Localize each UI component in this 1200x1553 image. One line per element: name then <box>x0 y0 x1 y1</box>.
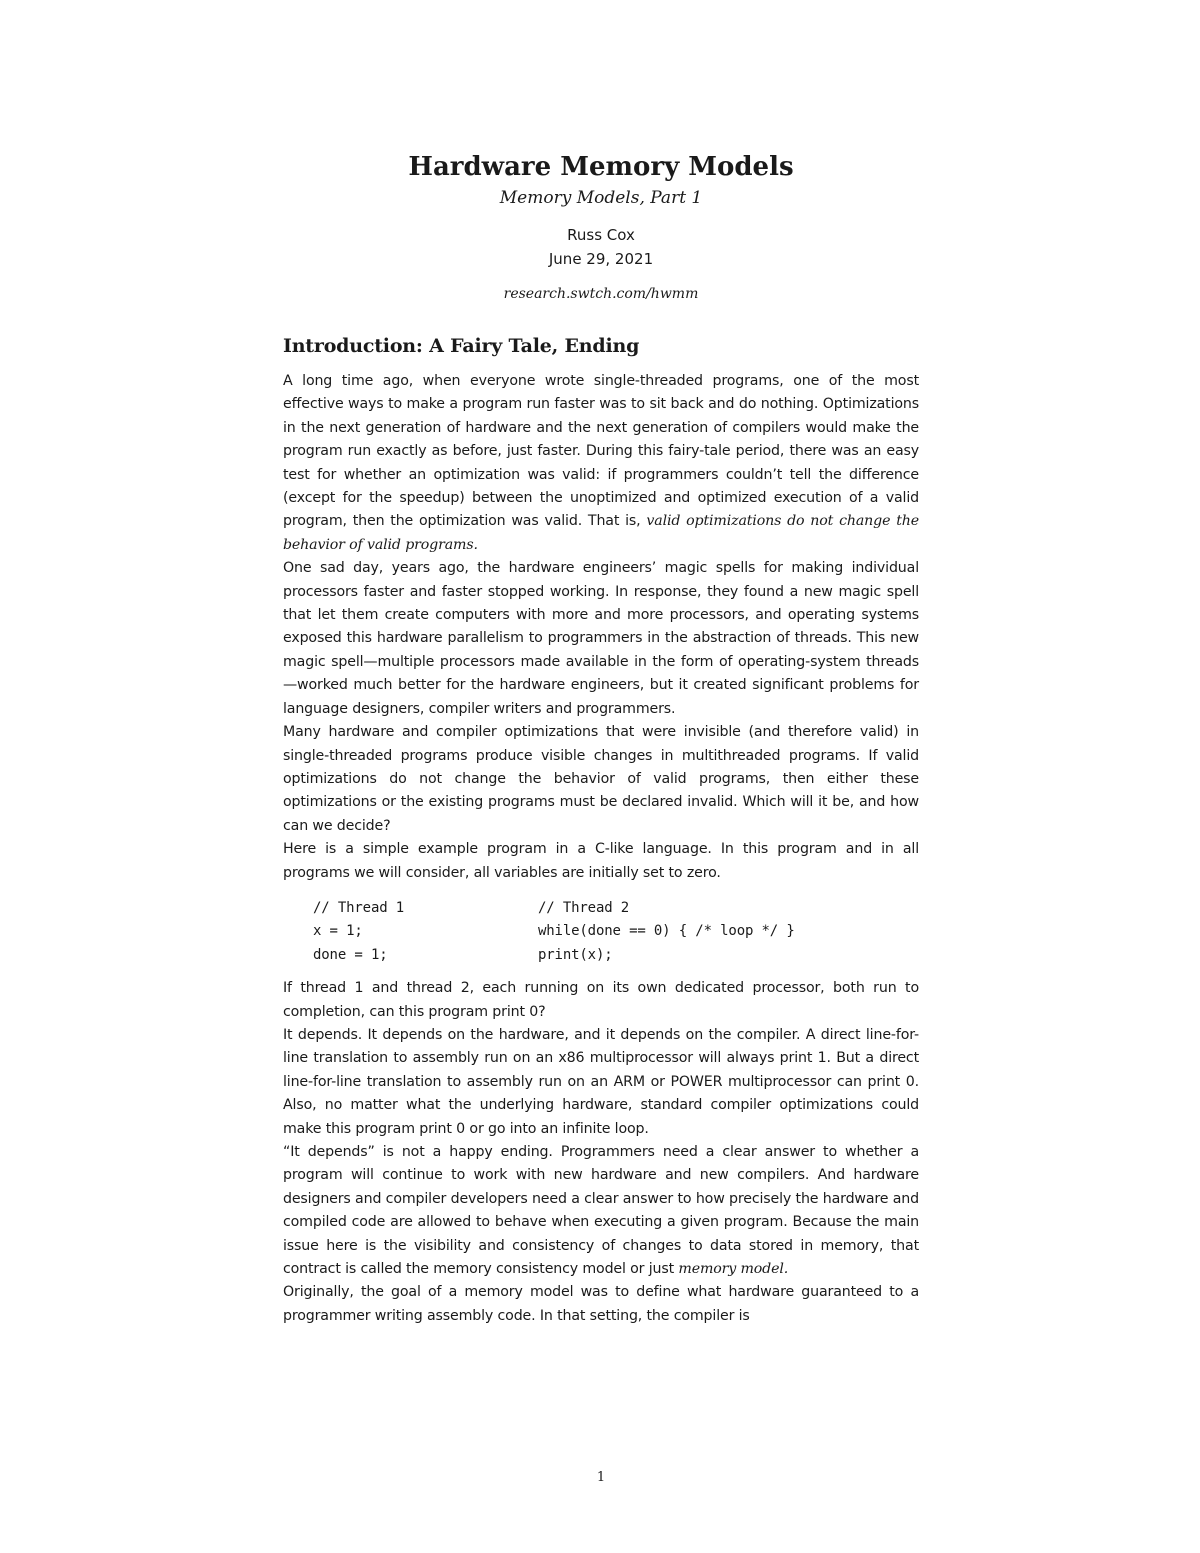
author-name: Russ Cox <box>567 226 635 244</box>
paragraph-8: Originally, the goal of a memory model was to define what hardware guaranteed to a programmer writing assembly code. In that setting, the compiler is <box>283 1284 919 1324</box>
paragraph-7 <box>283 1141 919 1281</box>
paragraph-1-text: A long time ago, when everyone wrote single-threaded programs, one of the most effective ways to make a program run faster was to sit back and do nothing. Optimizations in the next generation of hardware and the next generation of compilers would make the program run exactly as before, just faster. During this fairy-tale period, there was an easy test for whether an optimization was valid: if programmers couldn’t tell the difference (except for the speedup) between the unoptimized and optimized execution of a valid program, then the optimization was valid. That is, <box>283 373 919 530</box>
body-text <box>283 370 919 1328</box>
paragraph-7-text: “It depends” is not a happy ending. Programmers need a clear answer to whether a program will continue to work with new hardware and new compilers. And hardware designers and compiler developers need a clear answer to how precisely the hardware and compiled code are allowed to behave when executing a given program. Because the main issue here is the visibility and consistency of changes to data stored in memory, that contract is called the memory consistency model or just <box>283 1144 919 1278</box>
paragraph-4: Here is a simple example program in a C-like language. In this program and in all programs we will consider, all variables are initially set to zero. <box>283 841 919 881</box>
paragraph-1-emphasis: valid optimizations do not change the behavior of valid programs. <box>283 513 920 553</box>
paragraph-2: One sad day, years ago, the hardware engineers’ magic spells for making individual processors faster and faster stopped working. In response, they found a new magic spell that let them create computers with more and more processors, and operating systems exposed this hardware parallelism to programmers in the abstraction of threads. This new magic spell—multiple processors made available in the form of operating-system threads—worked much better for the hardware engineers, but it created significant problems for language designers, compiler writers and programmers. <box>283 560 919 717</box>
code-thread2-line2: while(done == 0) { /* loop */ } <box>538 923 795 940</box>
document-title: Hardware Memory Models <box>408 152 794 182</box>
code-thread2-line1: // Thread 2 <box>538 899 630 916</box>
code-thread2-line3: print(x); <box>538 946 613 963</box>
document-subtitle: Memory Models, Part 1 <box>499 188 703 208</box>
source-url: research.swtch.com/hwmm <box>503 286 699 302</box>
page-number: 1 <box>596 1470 606 1485</box>
code-thread1-line2: x = 1; <box>313 923 363 940</box>
code-example <box>313 897 919 967</box>
code-thread1-line3: done = 1; <box>313 946 388 963</box>
paragraph-7-emphasis: memory model. <box>678 1261 789 1278</box>
code-thread1-line1: // Thread 1 <box>313 899 405 916</box>
paragraph-6: It depends. It depends on the hardware, and it depends on the compiler. A direct line-for-line translation to assembly run on an x86 multiprocessor will always print 1. But a direct line-for-line translation to assembly run on an ARM or POWER multiprocessor can print 0. Also, no matter what the underlying hardware, standard compiler optimizations could make this program print 0 or go into an infinite loop. <box>283 1026 919 1137</box>
paragraph-3: Many hardware and compiler optimizations that were invisible (and therefore valid) in single-threaded programs produce visible changes in multithreaded programs. If valid optimizations do not change the behavior of valid programs, then either these optimizations or the existing programs must be declared invalid. Which will it be, and how can we decide? <box>283 724 919 834</box>
publication-date: June 29, 2021 <box>548 250 654 268</box>
section-heading: Introduction: A Fairy Tale, Ending <box>283 335 640 357</box>
paragraph-1 <box>283 370 919 557</box>
paragraph-5: If thread 1 and thread 2, each running on its own dedicated processor, both run to completion, can this program print 0? <box>283 980 919 1020</box>
document-page <box>283 0 919 1553</box>
